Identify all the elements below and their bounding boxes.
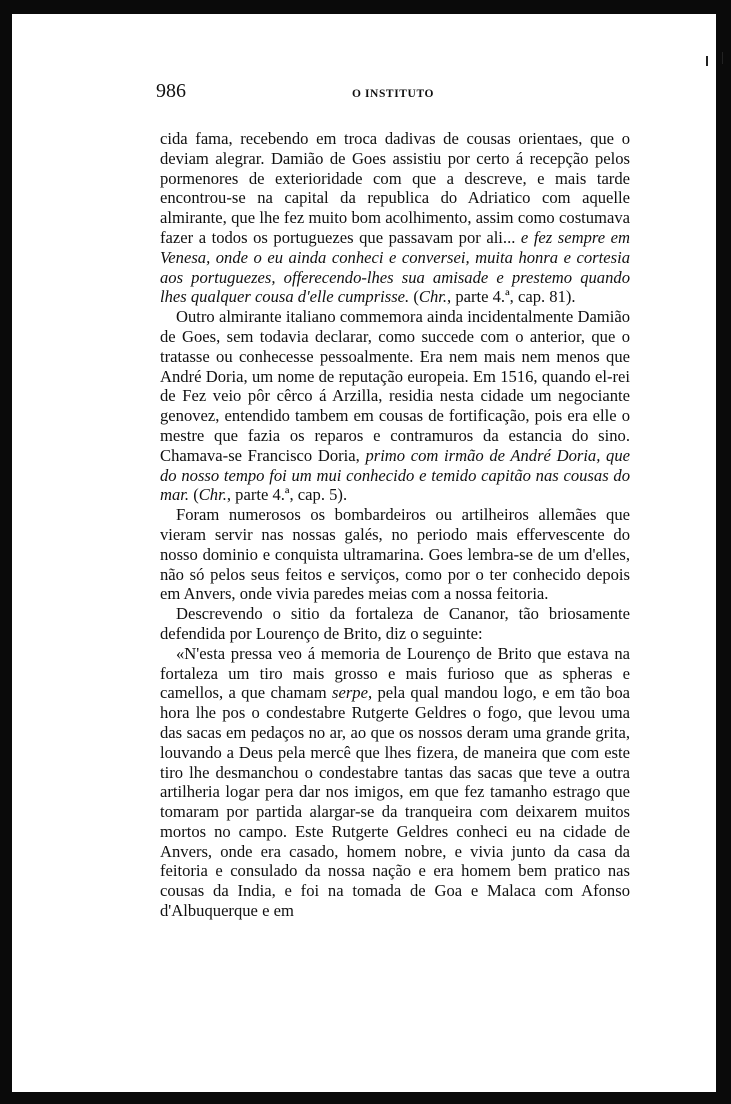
paragraph — [160, 505, 630, 604]
paragraph-text: , parte 4.ª, cap. 81). — [447, 287, 576, 307]
italic-quote-text: Chr. — [198, 485, 227, 505]
paragraph — [160, 129, 630, 307]
paragraph-text: , parte 4.ª, cap. 5). — [226, 485, 348, 505]
paragraph-text: ( — [409, 287, 419, 307]
paragraph — [160, 307, 630, 505]
italic-quote-text: primo com irmão de André Doria, que do nosso tempo foi um mui conhecido e temido capitão nas cousas do mar. — [160, 445, 630, 505]
paragraph-text: «N'esta pressa veo á memoria de Lourenço de Brito que estava na fortaleza um tiro mais grosso e mais furioso que as spheras e camellos, a que chamam — [160, 643, 630, 703]
paragraph-text: Foram numerosos os bombardeiros ou artilheiros allemães que vieram servir nas nossas galés, no periodo mais effervescente do nosso dominio e conquista ultramarina. Goes lembra-se de um d'elles, não só pelos seus feitos e serviços, como por o ter conhecido depois em Anvers, onde vivia paredes meias com a nossa feitoria. — [160, 505, 630, 604]
paragraph — [160, 604, 630, 644]
scan-edge-mark — [722, 52, 723, 64]
body-text — [160, 129, 630, 921]
paragraph — [160, 644, 630, 921]
scan-edge-mark — [706, 56, 708, 66]
paragraph-text: ( — [189, 485, 199, 505]
italic-quote-text: e fez sempre em Venesa, onde o eu ainda conheci e conversei, muita honra e cortesia aos portuguezes, offerecendo-lhes sua amisade e prestemo quando lhes qualquer cousa d'elle cumprisse. — [160, 227, 630, 307]
paragraph-text: Descrevendo o sitio da fortaleza de Cananor, tão briosamente defendida por Lourenço de Brito, diz o seguinte: — [160, 604, 630, 643]
italic-quote-text: Chr. — [418, 287, 448, 307]
running-title: O INSTITUTO — [351, 88, 435, 100]
italic-quote-text: serpe — [332, 683, 368, 703]
paragraph-text: , pela qual mandou logo, e em tão boa hora lhe pos o condestabre Rutgerte Geldres o fogo, que levou uma das sacas em pedaços no ar, ao que os nossos deram uma grande grita, louvando a Deus pela mercê que lhes fizera, de maneira que com este tiro lhe desmanchou o condestabre tantas das sacas que teve a outra artilheria logar pera dar nos imigos, em que fez tamanho estrago que tomaram por partida alargar-se da tranqueira com deixarem muitos mortos no campo. Este Rutgerte Geldres conheci eu na cidade de Anvers, onde era casado, homem nobre, e vivia junto da casa da feitoria e consulado da nossa nação e era homem bem pratico nas cousas da India, e foi na tomada de Goa e Malaca com Afonso d'Albuquerque e em — [160, 683, 630, 921]
paragraph-text: Outro almirante italiano commemora ainda incidentalmente Damião de Goes, sem todavia declarar, como succede com o anterior, que o tratasse ou conhecesse pessoalmente. Era nem mais nem menos que André Doria, um nome de reputação europeia. Em 1516, quando el-rei de Fez veio pôr cêrco á Arzilla, residia nesta cidade um negociante genovez, entendido tambem em cousas de fortificação, pois era elle o mestre que fazia os reparos e contramuros da estancia do sino. Chamava-se Francisco Doria, — [160, 307, 630, 465]
page-number: 986 — [156, 80, 186, 102]
paragraph-text: cida fama, recebendo em troca dadivas de cousas orientaes, que o deviam alegrar. Damião de Goes assistiu por certo á recepção pelos pormenores de exterioridade com que a descreve, e mais tarde encontrou-se na capital da republica do Adriatico com aquelle almirante, que lhe fez muito bom acolhimento, assim como costumava fazer a todos os portuguezes que passavam por ali... — [160, 129, 630, 247]
